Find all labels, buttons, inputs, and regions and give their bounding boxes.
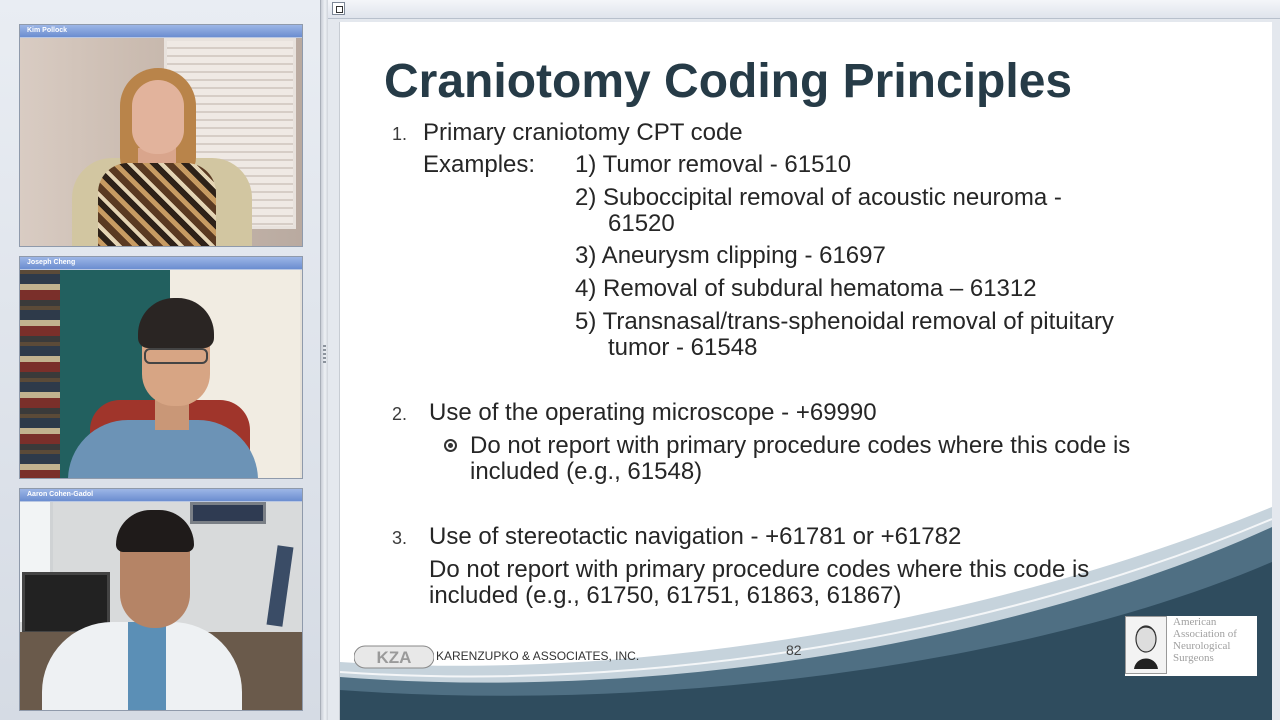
participant-name: Aaron Cohen-Gadol <box>20 489 302 501</box>
examples-label: Examples: <box>423 151 536 178</box>
splitter-grip-icon[interactable] <box>323 345 326 365</box>
fit-to-window-icon[interactable] <box>332 2 345 15</box>
example-line: 5) Transnasal/trans-sphenoidal removal of pituitary <box>575 308 1114 335</box>
slide-title: Craniotomy Coding Principles <box>384 55 1073 108</box>
video-feed <box>20 269 302 478</box>
sub-bullet-text: Do not report with primary procedure codes where this code is <box>470 432 1131 459</box>
example-line: 61520 <box>608 210 675 237</box>
participant-name: Joseph Cheng <box>20 257 302 269</box>
viewer-toolbar <box>328 0 1280 19</box>
video-panel <box>0 0 320 720</box>
kza-logo-text: KZA <box>376 648 412 667</box>
video-tile-joseph[interactable] <box>19 256 303 479</box>
example-line: 4) Removal of subdural hematoma – 61312 <box>575 275 1037 302</box>
item-text: Use of stereotactic navigation - +61781 or +61782 <box>429 523 962 550</box>
video-tile-aaron[interactable] <box>19 488 303 711</box>
item-number: 2. <box>392 404 408 424</box>
slide-number: 82 <box>786 642 802 658</box>
video-tile-kim[interactable] <box>19 24 303 247</box>
video-feed <box>20 501 302 710</box>
item-number: 3. <box>392 528 408 548</box>
sub-text: Do not report with primary procedure codes where this code is <box>429 556 1090 583</box>
company-name: KARENZUPKO & ASSOCIATES, INC. <box>436 649 640 663</box>
participant-name: Kim Pollock <box>20 25 302 37</box>
portrait-icon <box>1125 616 1167 674</box>
aans-logo <box>1125 616 1257 676</box>
presentation-slide <box>339 22 1272 720</box>
video-feed <box>20 37 302 246</box>
target-bullet-icon <box>444 439 457 452</box>
example-line: 2) Suboccipital removal of acoustic neuroma - <box>575 184 1062 211</box>
item-text: Use of the operating microscope - +69990 <box>429 399 877 426</box>
item-text: Primary craniotomy CPT code <box>423 119 743 146</box>
example-line: 1) Tumor removal - 61510 <box>575 151 852 178</box>
sub-text: included (e.g., 61750, 61751, 61863, 61867) <box>429 582 902 609</box>
example-line: tumor - 61548 <box>608 334 758 361</box>
example-line: 3) Aneurysm clipping - 61697 <box>575 242 886 269</box>
kza-logo <box>354 644 434 670</box>
sub-bullet-text: included (e.g., 61548) <box>470 458 703 485</box>
item-number: 1. <box>392 124 408 144</box>
aans-logo-text: American Association of Neurological Surgeons <box>1173 616 1237 664</box>
slide-viewer <box>328 0 1280 720</box>
